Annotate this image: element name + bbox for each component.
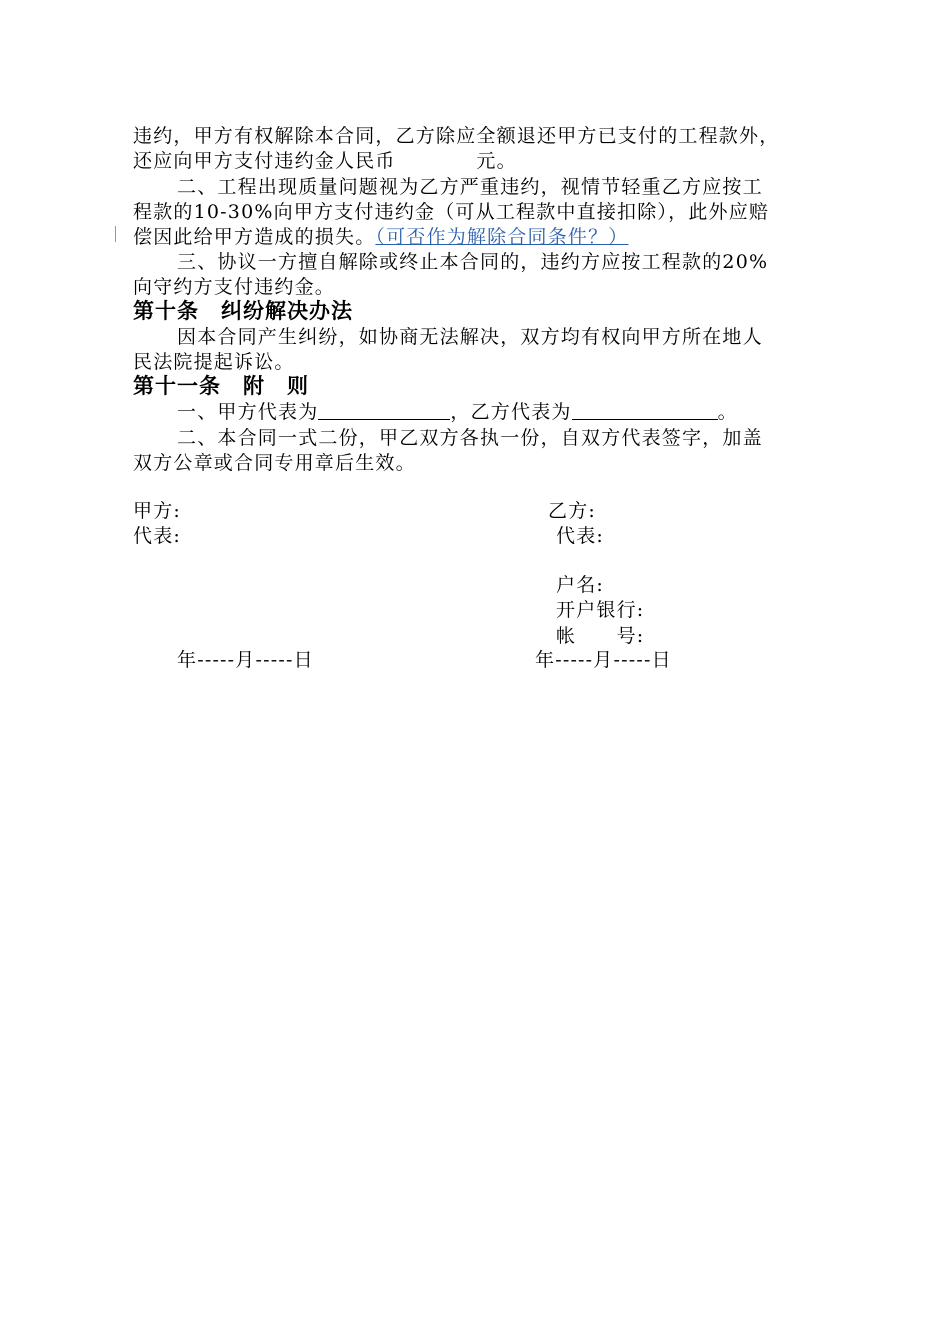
clause9-p3-line2: 向守约方支付违约金。 [133, 276, 336, 298]
clause10-p1-line2: 民法院提起诉讼。 [133, 351, 295, 373]
bank-label: 开户银行: [556, 599, 645, 621]
clause11-p1 [177, 400, 738, 424]
clause11-heading: 第十一条 附 则 [133, 374, 309, 398]
clause9-p1-line1: 违约，甲方有权解除本合同，乙方除应全额退还甲方已支付的工程款外， [133, 125, 780, 147]
clause11-p2-line1: 二、本合同一式二份，甲乙双方各执一份，自双方代表签字，加盖 [177, 427, 763, 449]
account-name-label: 户名: [556, 574, 605, 596]
clause11-p1-b: ，乙方代表为 [450, 401, 572, 423]
review-comment-link[interactable]: （可否作为解除合同条件？） [375, 226, 629, 248]
comment-margin-marker [115, 226, 116, 242]
clause9-p2-line2: 程款的10-30%向甲方支付违约金（可从工程款中直接扣除），此外应赔 [133, 201, 770, 223]
clause10-p1-line1: 因本合同产生纠纷，如协商无法解决，双方均有权向甲方所在地人 [177, 326, 763, 348]
clause11-p1-a: 一、甲方代表为 [177, 401, 319, 423]
clause9-p2-line3 [133, 225, 629, 249]
party-a-label: 甲方: [133, 500, 182, 522]
party-b-date: 年-----月-----日 [535, 649, 672, 671]
clause11-p2-line2: 双方公章或合同专用章后生效。 [133, 452, 416, 474]
party-a-date: 年-----月-----日 [177, 649, 314, 671]
clause10-heading: 第十条 纠纷解决办法 [133, 299, 353, 323]
clause11-p1-c: 。 [717, 401, 738, 423]
account-number-label: 帐 号: [556, 625, 645, 647]
clause9-p2-line1: 二、工程出现质量问题视为乙方严重违约，视情节轻重乙方应按工 [177, 176, 763, 198]
party-b-rep-label: 代表: [556, 525, 605, 547]
party-a-rep-label: 代表: [133, 525, 182, 547]
party-b-label: 乙方: [548, 500, 597, 522]
party-a-representative-blank[interactable] [318, 401, 450, 420]
clause9-p1-line2: 还应向甲方支付违约金人民币 元。 [133, 150, 517, 172]
clause9-p2-line3-text: 偿因此给甲方造成的损失。 [133, 226, 376, 248]
clause9-p3-line1: 三、协议一方擅自解除或终止本合同的，违约方应按工程款的20% [177, 251, 769, 273]
party-b-representative-blank[interactable] [572, 401, 718, 420]
